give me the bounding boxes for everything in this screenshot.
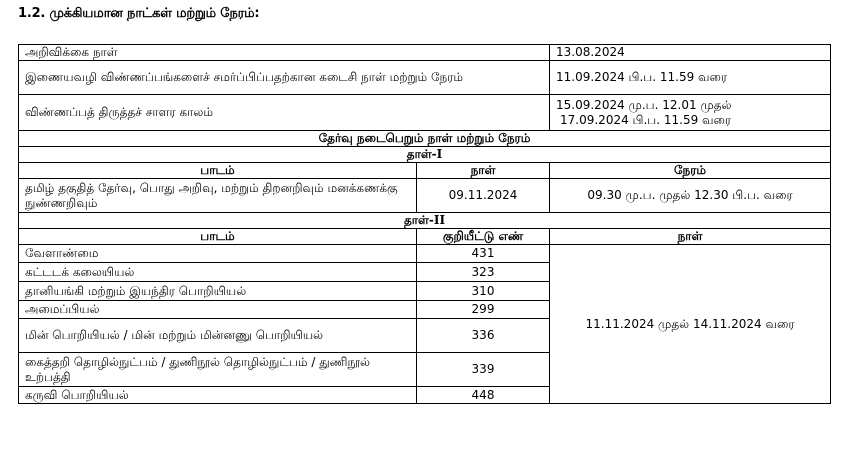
paper1-header-subject: பாடம் (19, 163, 417, 179)
last-date-label: இணையவழி விண்ணப்பங்களைச் சமர்ப்பிப்பதற்கான கடைசி நாள் மற்றும் நேரம் (19, 61, 550, 95)
correction-value (550, 95, 831, 131)
paper2-subject-code: 339 (417, 353, 550, 387)
paper2-title: தாள்-II (19, 213, 831, 229)
paper1-title: தாள்-I (19, 147, 831, 163)
paper1-header-time: நேரம் (550, 163, 831, 179)
exam-schedule-title: தேர்வு நடைபெறும் நாள் மற்றும் நேரம் (19, 131, 831, 147)
important-dates-table (18, 44, 831, 404)
correction-row (19, 95, 831, 131)
notification-value: 13.08.2024 (550, 45, 831, 61)
paper2-subject-name: கருவி பொறியியல் (19, 387, 417, 404)
correction-label: விண்ணப்பத் திருத்தச் சாளர காலம் (19, 95, 550, 131)
paper2-subject-code: 310 (417, 282, 550, 301)
last-date-row (19, 61, 831, 95)
paper1-subject: தமிழ் தகுதித் தேர்வு, பொது அறிவு, மற்றும் திறனறிவும் மனக்கணக்கு நுண்ணறிவும் (19, 179, 417, 213)
correction-value-line1: 15.09.2024 மு.ப. 12.01 முதல் (556, 97, 732, 112)
paper1-row (19, 179, 831, 213)
paper2-subject-name: அமைப்பியல் (19, 301, 417, 319)
paper1-header-row (19, 163, 831, 179)
paper1-time: 09.30 மு.ப. முதல் 12.30 பி.ப. வரை (550, 179, 831, 213)
paper2-subject-code: 299 (417, 301, 550, 319)
paper2-subject-code: 448 (417, 387, 550, 404)
paper2-subject-name: தானியங்கி மற்றும் இயந்திர பொறியியல் (19, 282, 417, 301)
paper2-header-date: நாள் (550, 229, 831, 245)
paper2-header-subject: பாடம் (19, 229, 417, 245)
last-date-value: 11.09.2024 பி.ப. 11.59 வரை (550, 61, 831, 95)
paper2-header-code: குறியீட்டு எண் (417, 229, 550, 245)
paper2-title-row (19, 213, 831, 229)
paper1-date: 09.11.2024 (417, 179, 550, 213)
paper2-subject-code: 431 (417, 245, 550, 263)
paper2-subject-name: வேளாண்மை (19, 245, 417, 263)
notification-label: அறிவிக்கை நாள் (19, 45, 550, 61)
paper1-header-date: நாள் (417, 163, 550, 179)
correction-value-line2: 17.09.2024 பி.ப. 11.59 வரை (560, 112, 732, 127)
notification-row (19, 45, 831, 61)
paper2-header-row (19, 229, 831, 245)
paper2-date-range: 11.11.2024 முதல் 14.11.2024 வரை (550, 245, 831, 404)
paper2-subject-code: 336 (417, 319, 550, 353)
paper2-subject-name: மின் பொறியியல் / மின் மற்றும் மின்னணு பொறியியல் (19, 319, 417, 353)
exam-schedule-title-row (19, 131, 831, 147)
paper2-subject-name: கட்டடக் கலையியல் (19, 263, 417, 282)
paper2-subject-name: கைத்தறி தொழில்நுட்பம் / துணிநூல் தொழில்நுட்பம் / துணிநூல் உற்பத்தி (19, 353, 417, 387)
paper1-title-row (19, 147, 831, 163)
table-row (19, 245, 831, 263)
section-heading: 1.2. முக்கியமான நாட்கள் மற்றும் நேரம்: (18, 6, 260, 21)
paper2-subject-code: 323 (417, 263, 550, 282)
